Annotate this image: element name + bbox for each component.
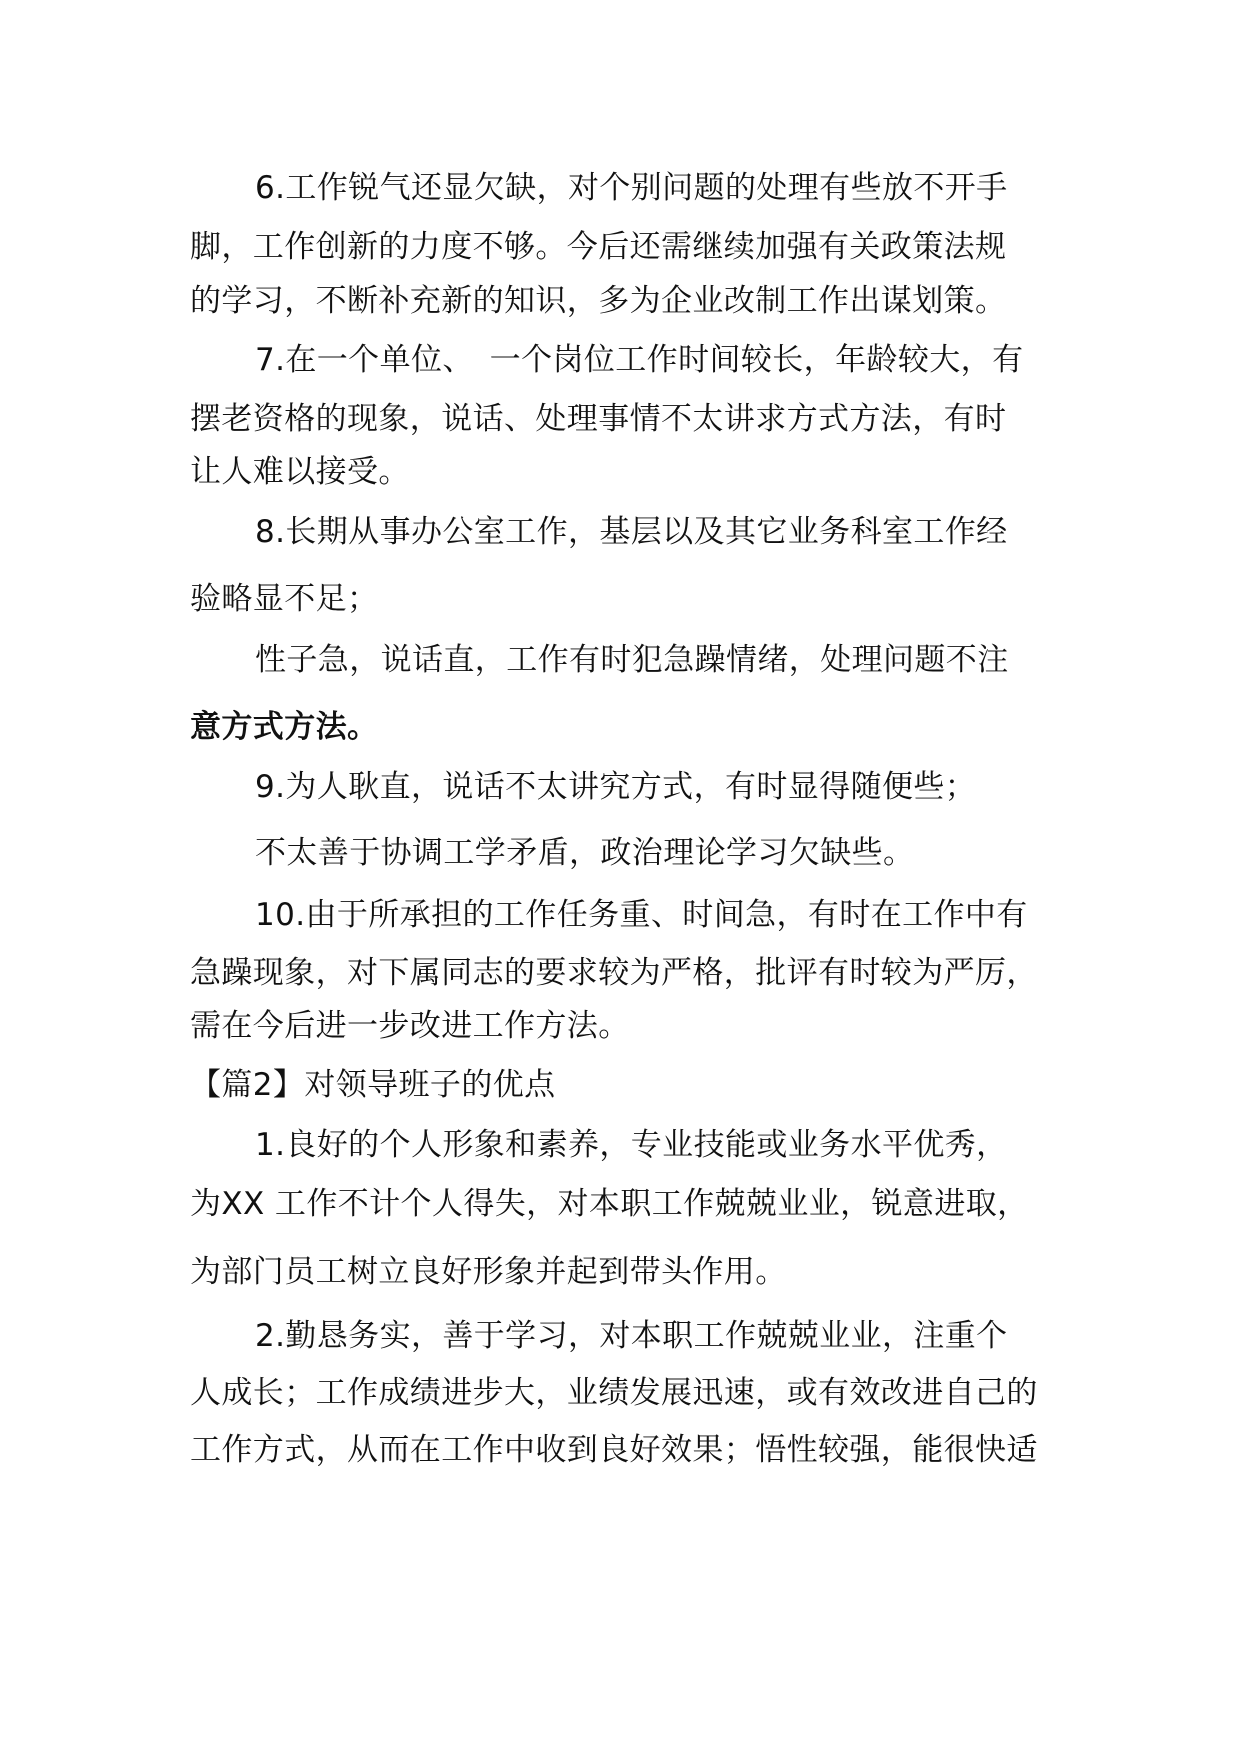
section-heading: 【篇2】对领导班子的优点 — [190, 1067, 556, 1103]
text-line: 9.为人耿直，说话不太讲究方式，有时显得随便些； — [255, 769, 977, 805]
text-line: 10.由于所承担的工作任务重、时间急，有时在工作中有 — [255, 897, 1028, 933]
text-line: 2.勤恳务实，善于学习，对本职工作兢兢业业，注重个 — [255, 1318, 1008, 1354]
text-line: 8.长期从事办公室工作，基层以及其它业务科室工作经 — [255, 514, 1008, 550]
text-line: 为部门员工树立良好形象并起到带头作用。 — [190, 1254, 787, 1290]
text-line: 的学习，不断补充新的知识，多为企业改制工作出谋划策。 — [190, 283, 1007, 319]
text-line: 验略显不足； — [190, 581, 379, 617]
text-line: 需在今后进一步改进工作方法。 — [190, 1008, 630, 1044]
text-line: 让人难以接受。 — [190, 454, 410, 490]
text-line: 脚，工作创新的力度不够。今后还需继续加强有关政策法规 — [190, 229, 1007, 265]
text-line: 性子急，说话直，工作有时犯急躁情绪，处理问题不注 — [255, 642, 1009, 678]
text-line: 人成长；工作成绩进步大，业绩发展迅速，或有效改进自己的 — [190, 1375, 1038, 1411]
text-line: 不太善于协调工学矛盾，政治理论学习欠缺些。 — [255, 835, 915, 871]
text-line: 意方式方法。 — [190, 709, 379, 745]
text-line: 急躁现象，对下属同志的要求较为严格，批评有时较为严厉， — [190, 955, 1038, 991]
text-line: 1.良好的个人形象和素养，专业技能或业务水平优秀， — [255, 1127, 1008, 1163]
text-line: 工作方式，从而在工作中收到良好效果；悟性较强，能很快适 — [190, 1432, 1038, 1468]
text-line: 6.工作锐气还显欠缺，对个别问题的处理有些放不开手 — [255, 170, 1008, 206]
text-line: 7.在一个单位、 一个岗位工作时间较长，年龄较大，有 — [255, 342, 1024, 378]
text-line: 摆老资格的现象，说话、处理事情不太讲求方式方法，有时 — [190, 401, 1007, 437]
text-line: 为XX 工作不计个人得失，对本职工作兢兢业业，锐意进取， — [190, 1186, 1029, 1222]
